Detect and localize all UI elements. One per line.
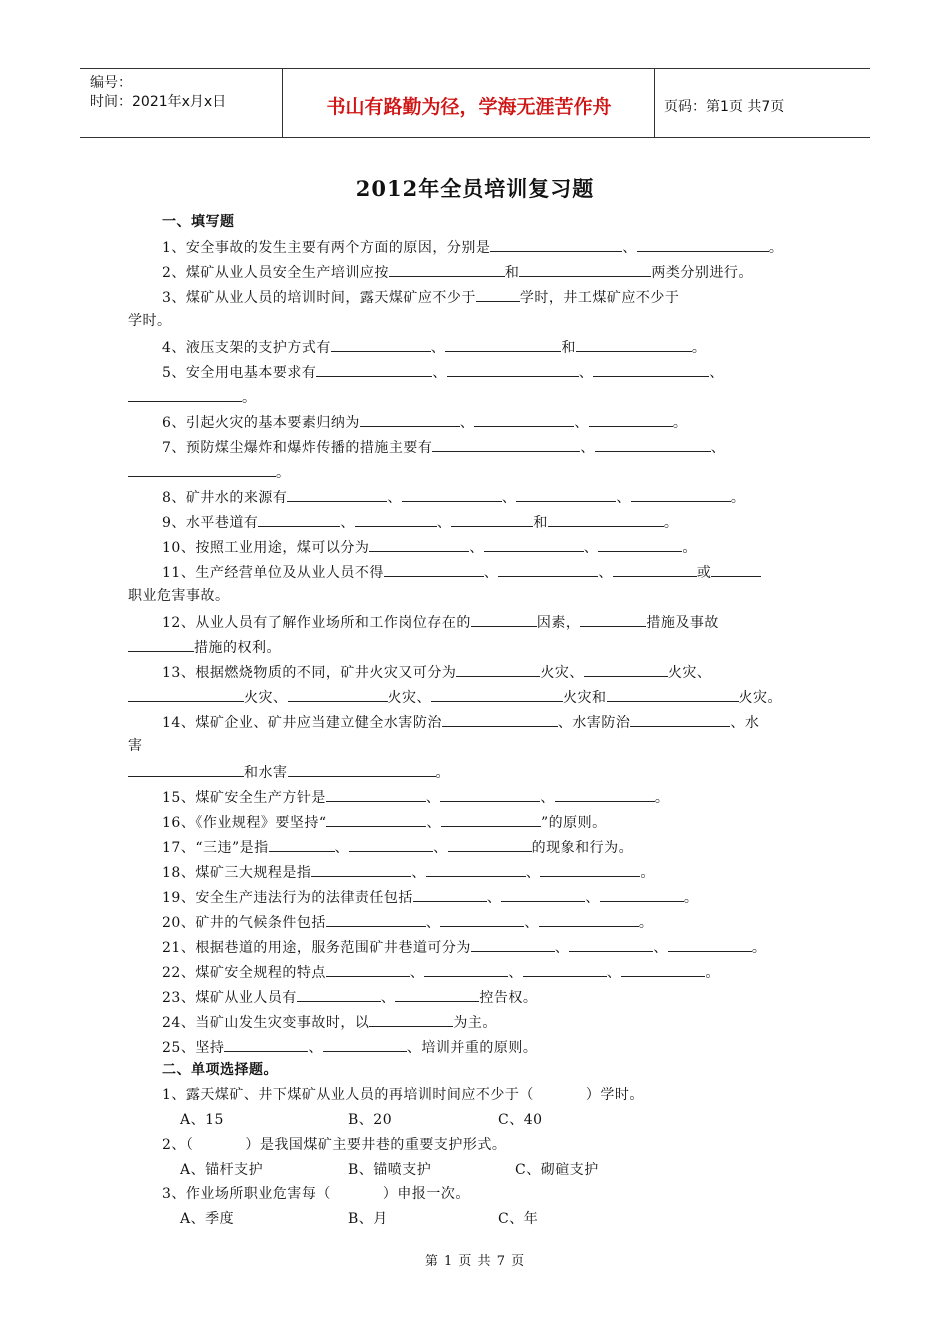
question-23: 23、煤矿从业人员有 、 控告权。 bbox=[162, 990, 538, 1006]
question-9: 9、水平巷道有 、 、 和 。 bbox=[162, 515, 679, 531]
question-5-cont: 。 bbox=[128, 388, 257, 406]
choice-option-a: A、锚杆支护 bbox=[180, 1162, 264, 1178]
question-19: 19、安全生产违法行为的法律责任包括 、 、 。 bbox=[162, 890, 699, 906]
question-6: 6、引起火灾的基本要素归纳为 、 、 。 bbox=[162, 415, 688, 431]
question-12: 12、从业人员有了解作业场所和工作岗位存在的 因素， 措施及事故 bbox=[162, 615, 719, 631]
page-info: 页码：第1页 共7页 bbox=[664, 99, 785, 115]
question-14: 14、煤矿企业、矿井应当建立健全水害防治 、水害防治 、水 bbox=[162, 715, 760, 731]
question-21: 21、根据巷道的用途，服务范围矿井巷道可分为 、 、 。 bbox=[162, 940, 767, 956]
choice-option-b: B、月 bbox=[348, 1211, 388, 1227]
question-22: 22、煤矿安全规程的特点 、 、 、 。 bbox=[162, 965, 720, 981]
choice-option-c: C、年 bbox=[498, 1211, 539, 1227]
question-11-cont: 职业危害事故。 bbox=[128, 588, 230, 604]
question-7-cont: 。 bbox=[128, 463, 291, 481]
question-13: 13、根据燃烧物质的不同，矿井火灾又可分为 火灾、 火灾、 bbox=[162, 665, 712, 681]
choice-question-2: 2、（ ）是我国煤矿主要井巷的重要支护形式。 bbox=[162, 1137, 507, 1153]
question-13-cont: 火灾、 火灾、 火灾和 火灾。 bbox=[128, 688, 782, 706]
header-motto: 书山有路勤为径，学海无涯苦作舟 bbox=[326, 96, 612, 118]
question-3-cont: 学时。 bbox=[128, 313, 172, 329]
question-7: 7、预防煤尘爆炸和爆炸传播的措施主要有 、 、 bbox=[162, 440, 726, 456]
document-header bbox=[80, 68, 870, 138]
header-divider bbox=[282, 69, 283, 137]
choice-option-c: C、砌碹支护 bbox=[515, 1162, 599, 1178]
question-5: 5、安全用电基本要求有 、 、 、 bbox=[162, 365, 724, 381]
page-footer: 第 1 页 共 7 页 bbox=[424, 1254, 526, 1269]
question-1: 1、安全事故的发生主要有两个方面的原因，分别是 、 。 bbox=[162, 240, 784, 256]
question-24: 24、当矿山发生灾变事故时，以 为主。 bbox=[162, 1015, 497, 1031]
choice-option-a: A、15 bbox=[180, 1112, 224, 1128]
question-14-cont: 害 bbox=[128, 738, 143, 754]
question-16: 16、《作业规程》要坚持“ 、 ”的原则。 bbox=[162, 815, 607, 831]
choice-option-c: C、40 bbox=[498, 1112, 543, 1128]
question-25: 25、坚持 、 、培训并重的原则。 bbox=[162, 1040, 538, 1056]
choice-question-3: 3、作业场所职业危害每（ ）申报一次。 bbox=[162, 1186, 470, 1202]
header-left bbox=[90, 74, 226, 112]
question-12-cont: 措施的权利。 bbox=[128, 638, 281, 656]
question-14-cont2: 和水害 。 bbox=[128, 763, 450, 781]
choice-option-b: B、20 bbox=[348, 1112, 393, 1128]
section-heading: 二、单项选择题。 bbox=[162, 1062, 278, 1078]
question-17: 17、“三违”是指 、 、 的现象和行为。 bbox=[162, 840, 634, 856]
question-2: 2、煤矿从业人员安全生产培训应按 和 两类分别进行。 bbox=[162, 265, 753, 281]
page-title: 2012年全员培训复习题 bbox=[355, 176, 595, 201]
question-11: 11、生产经营单位及从业人员不得 、 、 或 bbox=[162, 563, 761, 581]
date-text: 时间：2021年x月x日 bbox=[90, 94, 227, 110]
choice-option-b: B、锚喷支护 bbox=[348, 1162, 432, 1178]
section-heading: 一、填写题 bbox=[162, 214, 235, 230]
choice-question-1: 1、露天煤矿、井下煤矿从业人员的再培训时间应不少于（ ）学时。 bbox=[162, 1087, 644, 1103]
question-20: 20、矿井的气候条件包括 、 、 。 bbox=[162, 915, 654, 931]
question-4: 4、液压支架的支护方式有 、 和 。 bbox=[162, 340, 707, 356]
question-8: 8、矿井水的来源有 、 、 、 。 bbox=[162, 490, 746, 506]
header-divider bbox=[654, 69, 655, 137]
question-18: 18、煤矿三大规程是指 、 、 。 bbox=[162, 865, 655, 881]
question-15: 15、煤矿安全生产方针是 、 、 。 bbox=[162, 790, 670, 806]
question-10: 10、按照工业用途，煤可以分为 、 、 。 bbox=[162, 540, 697, 556]
serial-label: 编号： bbox=[90, 75, 132, 91]
question-3: 3、煤矿从业人员的培训时间，露天煤矿应不少于 学时，井工煤矿应不少于 bbox=[162, 290, 680, 306]
choice-option-a: A、季度 bbox=[180, 1211, 235, 1227]
